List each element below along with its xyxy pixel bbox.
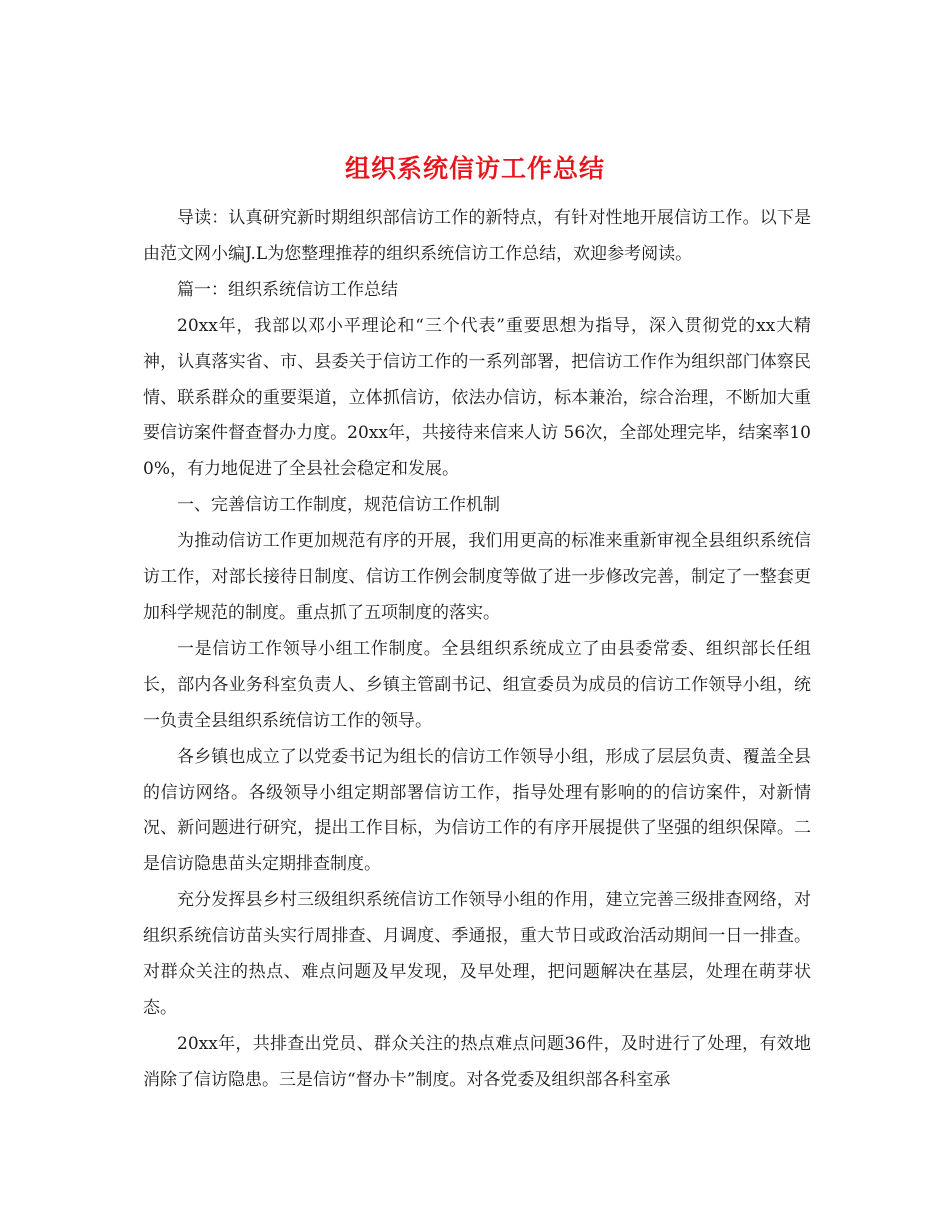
paragraph-subheading: 一、完善信访工作制度，规范信访工作机制: [177, 495, 500, 516]
paragraph: 一是信访工作领导小组工作制度。全县组织系统成立了由县委常委、组织部长任组长，部内各业务科室负责人、乡镇主管副书记、组宣委员为成员的信访工作领导小组，统一负责全县组织系统信访工作的领导。: [143, 638, 811, 731]
document-title: 组织系统信访工作总结: [344, 153, 605, 183]
paragraph-section-heading: 篇一：组织系统信访工作总结: [177, 279, 398, 300]
paragraph: 为推动信访工作更加规范有序的开展，我们用更高的标准来重新审视全县组织系统信访工作，对部长接待日制度、信访工作例会制度等做了进一步修改完善，制定了一整套更加科学规范的制度。重点抓了五项制度的落实。: [143, 531, 811, 623]
paragraph-intro: 导读：认真研究新时期组织部信访工作的新特点，有针对性地开展信访工作。以下是由范文网小编J.L为您整理推荐的组织系统信访工作总结，欢迎参考阅读。: [143, 208, 811, 264]
paragraph: 20xx年，我部以邓小平理论和“三个代表”重要思想为指导，深入贯彻党的xx大精神，认真落实省、市、县委关于信访工作的一系列部署，把信访工作作为组织部门体察民情、联系群众的重要渠道，立体抓信访，依法办信访，标本兼治，综合治理，不断加大重要信访案件督查督办力度。20xx年，共接待来信来人访 56次，全部处理完毕，结案率100%，有力地促进了全县社会稳定和发展。: [143, 315, 811, 480]
paragraph: 20xx年，共排查出党员、群众关注的热点难点问题36件，及时进行了处理，有效地消除了信访隐患。三是信访“督办卡”制度。对各党委及组织部各科室承: [143, 1033, 811, 1090]
paragraph: 充分发挥县乡村三级组织系统信访工作领导小组的作用，建立完善三级排查网络，对组织系统信访苗头实行周排查、月调度、季通报，重大节日或政治活动期间一日一排查。对群众关注的热点、难点问题及早发现，及早处理，把问题解决在基层，处理在萌芽状态。: [143, 890, 811, 1018]
document-body: [143, 201, 811, 1099]
paragraph: 各乡镇也成立了以党委书记为组长的信访工作领导小组，形成了层层负责、覆盖全县的信访网络。各级领导小组定期部署信访工作，指导处理有影响的的信访案件，对新情况、新问题进行研究，提出工作目标，为信访工作的有序开展提供了坚强的组织保障。二是信访隐患苗头定期排查制度。: [143, 746, 811, 875]
